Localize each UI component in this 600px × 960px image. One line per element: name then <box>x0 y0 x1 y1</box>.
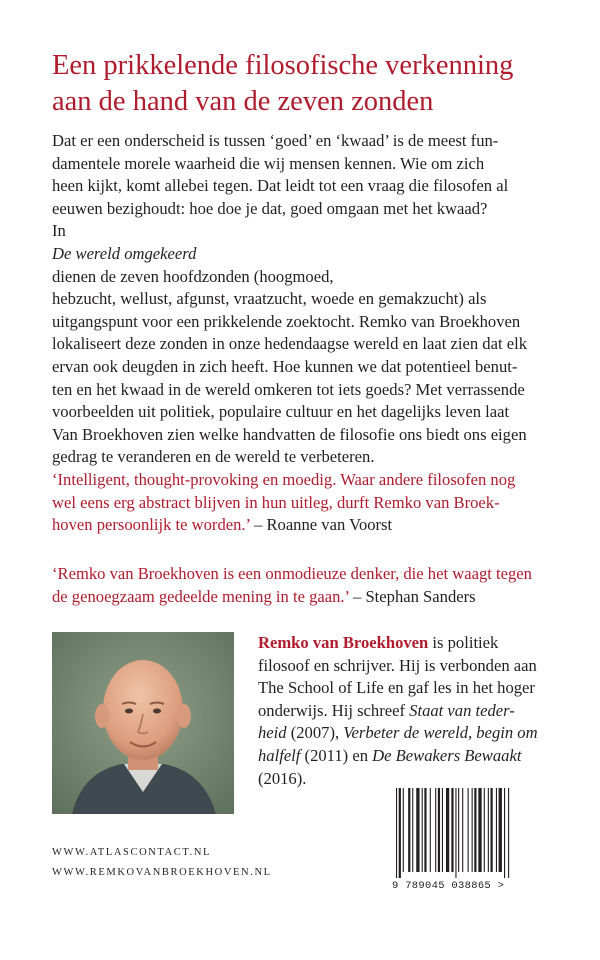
website-atlascontact: WWW.ATLASCONTACT.NL <box>52 847 212 858</box>
barcode-bar <box>508 788 509 878</box>
blurb-line: Dat er een onderscheid is tussen ‘goed’ en ‘kwaad’ is de meest fun- <box>52 131 499 150</box>
blurb-line: In De wereld omgekeerd dienen de zeven hoofdzonden (hoogmoed, <box>52 220 562 288</box>
review-quote-2 <box>52 563 572 608</box>
website-list <box>52 843 272 883</box>
blurb-line: Van Broekhoven zien welke handvatten de filosofie ons biedt ons eigen <box>52 424 527 444</box>
author-name: Remko van Broekhoven <box>258 633 429 652</box>
website-author: WWW.REMKOVANBROEKHOVEN.NL <box>52 867 272 878</box>
barcode-bar <box>484 788 485 872</box>
author-bio: Remko van Broekhoven is politiek filosoof en schrijver. Hij is verbonden aan The School of Life en gaf les in het hoger onderwijs. Hij schreef Staat van teder- heid (2007), Verbeter de wereld, begin om halfelf (2011) en De Bewakers Bewaakt (2016). <box>258 633 538 788</box>
barcode-bar <box>458 788 459 872</box>
quote-line: ‘Intelligent, thought-provoking en moedig. Waar andere filosofen nog <box>52 470 516 489</box>
barcode-bar <box>499 788 502 872</box>
barcode-bar <box>491 788 493 872</box>
barcode-bar <box>496 788 497 872</box>
blurb-line: damentele morele waarheid die wij mensen kennen. Wie om zich <box>52 153 485 173</box>
book-name: Verbeter de wereld, begin om <box>343 723 538 743</box>
blurb-line: lokaliseert deze zonden in onze hedendaagse wereld en laat zien dat elk <box>52 334 527 354</box>
barcode-bar <box>468 788 469 872</box>
title-line-1: Een prikkelende filosofische verkenning <box>52 50 514 81</box>
barcode-bars <box>392 788 552 878</box>
blurb-line: uitgangspunt voor een prikkelende zoektocht. Remko van Broekhoven <box>52 311 521 331</box>
barcode-bar <box>422 788 423 872</box>
quote-line: ‘Remko van Broekhoven is een onmodieuze denker, die het waagt tegen <box>52 564 532 583</box>
blurb-line: gedrag te veranderen en de wereld te verbeteren. <box>52 447 375 467</box>
blurb-line: eeuwen bezighoudt: hoe doe je dat, goed omgaan met het kwaad? <box>52 198 488 218</box>
blurb-line: heen kijkt, komt allebei tegen. Dat leidt tot een vraag die filosofen al <box>52 176 509 196</box>
blurb-paragraph <box>52 130 562 469</box>
quote-attribution: – Roanne van Voorst <box>249 515 393 535</box>
barcode-bar <box>396 788 397 878</box>
barcode-bar <box>446 788 449 872</box>
barcode-bar <box>403 788 404 872</box>
book-name: De wereld omgekeerd <box>52 243 197 263</box>
quote-line: hoven persoonlijk te worden.’ – Roanne van Voorst <box>52 515 393 535</box>
barcode-bar <box>408 788 410 872</box>
book-title <box>52 48 572 120</box>
barcode-bar <box>435 788 436 872</box>
title-line-2: aan de hand van de zeven zonden <box>52 86 434 117</box>
barcode-bar <box>430 788 431 872</box>
isbn-digits: 9 789045 038865 > <box>392 880 505 892</box>
barcode-bar <box>455 788 456 878</box>
author-photo <box>52 632 234 814</box>
book-name: Staat van teder- <box>409 700 515 720</box>
barcode-bar <box>504 788 505 878</box>
barcode-bar <box>474 788 476 872</box>
review-quote-1 <box>52 469 572 537</box>
book-name: halfelf <box>258 745 301 765</box>
barcode-bar <box>478 788 481 872</box>
quote-line: de genoegzaam gedeelde mening in te gaan.’ – Stephan Sanders <box>52 586 476 606</box>
book-name: De Bewakers Bewaakt <box>372 745 522 765</box>
blurb-line: hebzucht, wellust, afgunst, vraatzucht, woede en gemakzucht) als <box>52 289 487 309</box>
barcode-bar <box>399 788 401 878</box>
quote-attribution: – Stephan Sanders <box>348 586 476 606</box>
quote-line: wel eens erg abstract blijven in hun uitleg, durft Remko van Broek- <box>52 492 500 512</box>
barcode-bar <box>438 788 440 872</box>
barcode-bar <box>424 788 426 872</box>
blurb-line: ervan ook deugden in zich heeft. Hoe kunnen we dat potentieel benut- <box>52 356 518 376</box>
barcode-bar <box>416 788 419 872</box>
barcode-bar <box>442 788 443 872</box>
barcode-bar <box>488 788 489 872</box>
blurb-in: In <box>52 221 66 241</box>
barcode-bar <box>412 788 413 872</box>
blurb-line: voorbeelden uit politiek, populaire cultuur en het dagelijks leven laat <box>52 402 510 422</box>
blurb-line: ten en het kwaad in de wereld omkeren tot iets goeds? Met verrassende <box>52 379 525 399</box>
barcode-bar <box>472 788 473 872</box>
barcode-bar <box>451 788 453 872</box>
barcode-bar <box>462 788 463 872</box>
book-name: heid <box>258 723 287 743</box>
